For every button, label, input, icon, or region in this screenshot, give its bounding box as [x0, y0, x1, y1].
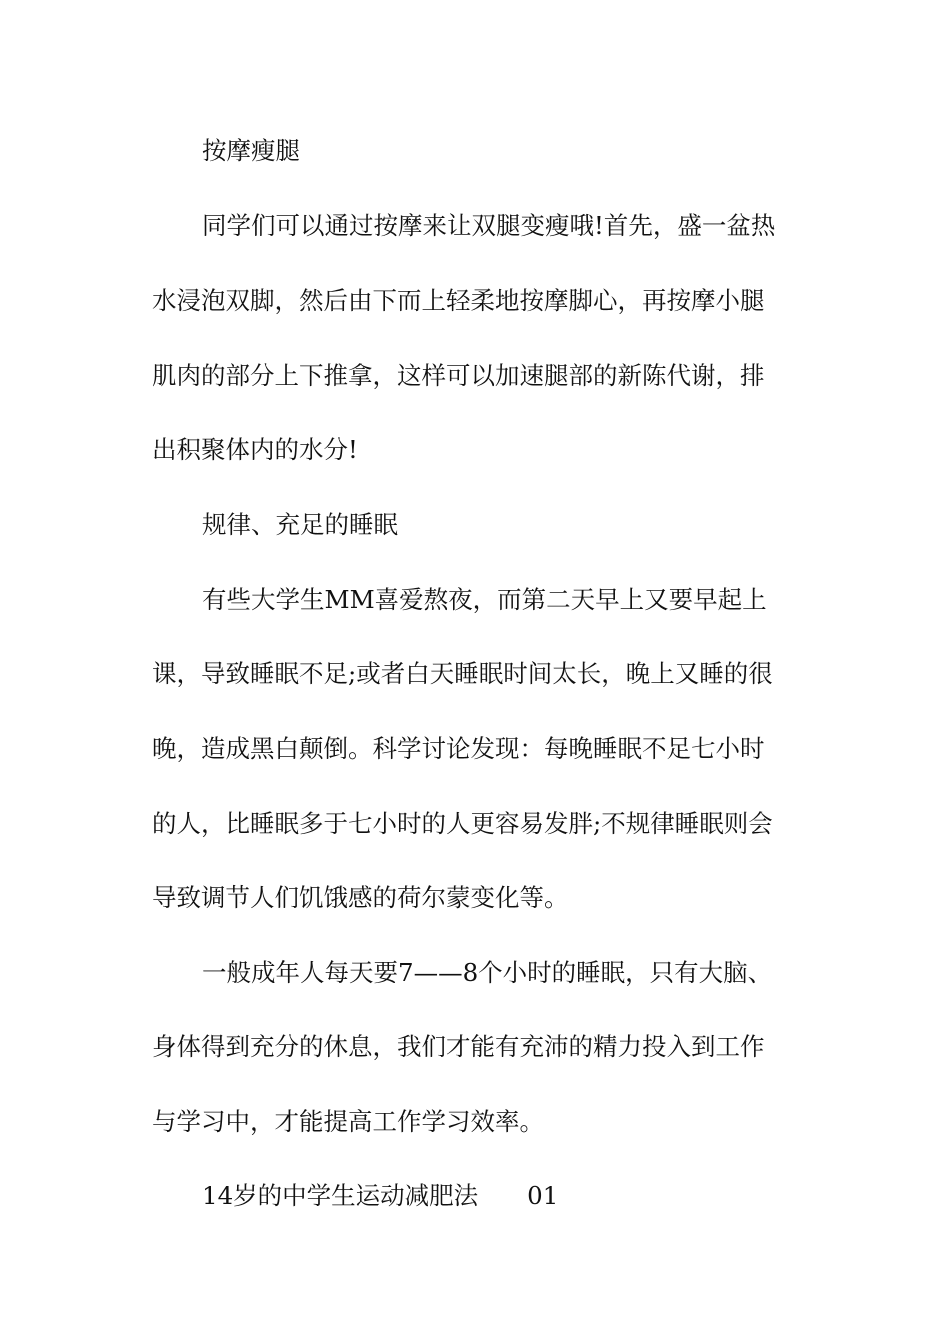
- paragraph-line: 出积聚体内的水分!: [152, 435, 358, 464]
- heading-massage-slim-legs: 按摩瘦腿: [202, 136, 300, 165]
- paragraph-line: 晚，造成黑白颠倒。科学讨论发现：每晚睡眠不足七小时: [152, 734, 765, 763]
- paragraph-line: 的人，比睡眠多于七小时的人更容易发胖;不规律睡眠则会: [152, 809, 773, 838]
- paragraph-line: 有些大学生MM喜爱熬夜，而第二天早上又要早起上: [202, 585, 767, 614]
- paragraph-line: 与学习中，才能提高工作学习效率。: [152, 1107, 544, 1136]
- paragraph-line: 一般成年人每天要7——8个小时的睡眠，只有大脑、: [202, 958, 773, 987]
- heading-regular-sleep: 规律、充足的睡眠: [202, 510, 398, 539]
- heading-exercise-weight-loss: 14岁的中学生运动减肥法 01: [202, 1181, 559, 1210]
- paragraph-line: 导致调节人们饥饿感的荷尔蒙变化等。: [152, 883, 569, 912]
- paragraph-line: 水浸泡双脚，然后由下而上轻柔地按摩脚心，再按摩小腿: [152, 286, 765, 315]
- paragraph-line: 同学们可以通过按摩来让双腿变瘦哦!首先，盛一盆热: [202, 211, 776, 240]
- paragraph-line: 肌肉的部分上下推拿，这样可以加速腿部的新陈代谢，排: [152, 361, 765, 390]
- paragraph-line: 课，导致睡眠不足;或者白天睡眠时间太长，晚上又睡的很: [152, 659, 773, 688]
- paragraph-line: 身体得到充分的休息，我们才能有充沛的精力投入到工作: [152, 1032, 765, 1061]
